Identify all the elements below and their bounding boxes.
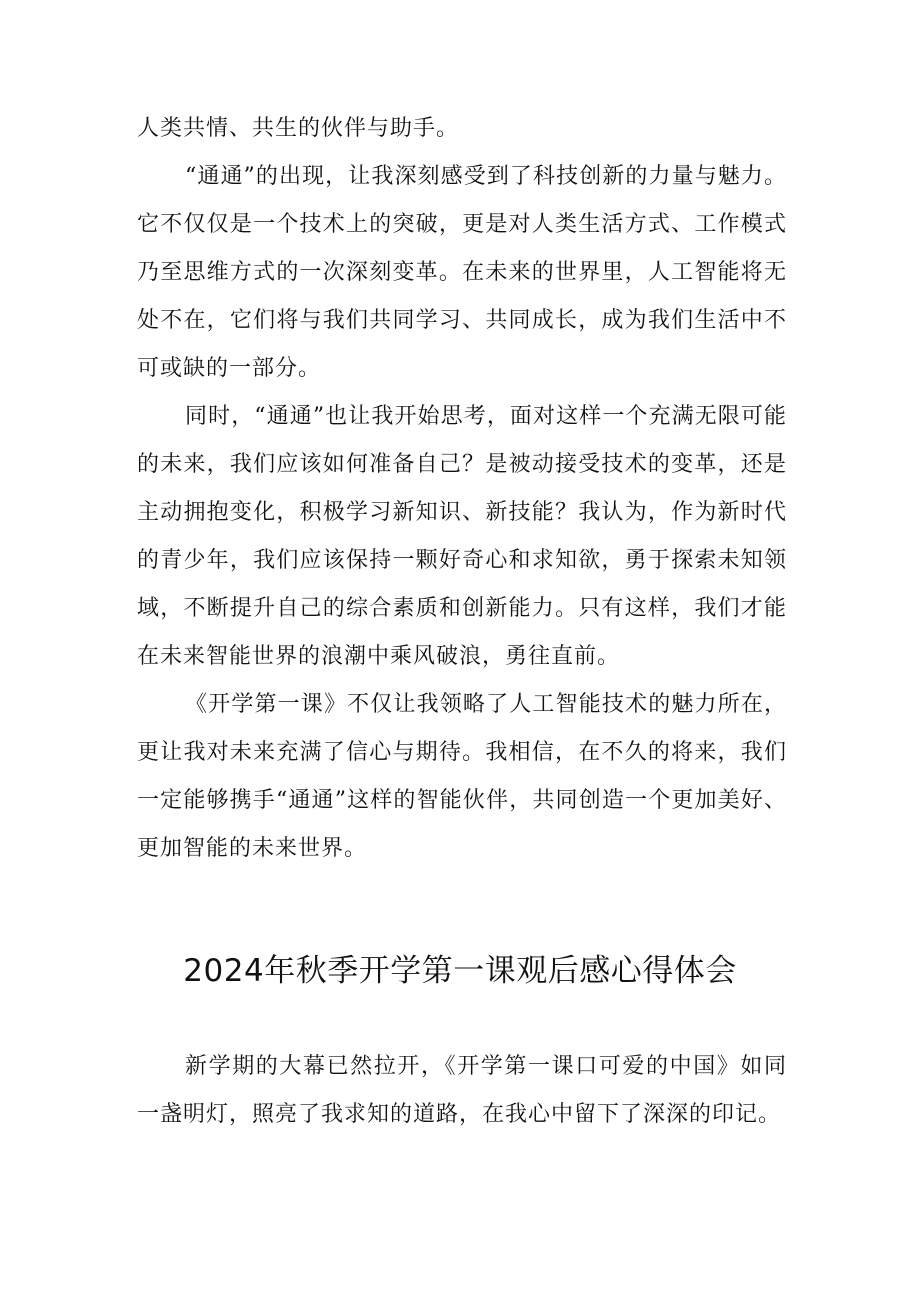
paragraph-fragment: 人类共情、共生的伙伴与助手。 (137, 116, 460, 141)
paragraph: “通通”的出现，让我深刻感受到了科技创新的力量与魅力。它不仅仅是一个技术上的突破，更是对人类生活方式、工作模式乃至思维方式的一次深刻变革。在未来的世界里，人工智能将无处不在，它们将与我们共同学习、共同成长，成为我们生活中不可或缺的一部分。 (137, 164, 787, 381)
essay-body (137, 1043, 787, 1139)
paragraph: 新学期的大幕已然拉开，《开学第一课口可爱的中国》如同一盏明灯，照亮了我求知的道路，在我心中留下了深深的印记。 (137, 1054, 787, 1127)
paragraph: 《开学第一课》不仅让我领略了人工智能技术的魅力所在，更让我对未来充满了信心与期待。我相信，在不久的将来，我们一定能够携手“通通”这样的智能伙伴，共同创造一个更加美好、更加智能的未来世界。 (137, 692, 787, 861)
paragraph: 同时，“通通”也让我开始思考，面对这样一个充满无限可能的未来，我们应该如何准备自己？是被动接受技术的变革，还是主动拥抱变化，积极学习新知识、新技能？我认为，作为新时代的青少年，我们应该保持一颗好奇心和求知欲，勇于探索未知领域，不断提升自己的综合素质和创新能力。只有这样，我们才能在未来智能世界的浪潮中乘风破浪，勇往直前。 (137, 404, 787, 669)
essay-title: 2024年秋季开学第一课观后感心得体会 (183, 953, 737, 989)
essay-body-continued (137, 105, 787, 873)
